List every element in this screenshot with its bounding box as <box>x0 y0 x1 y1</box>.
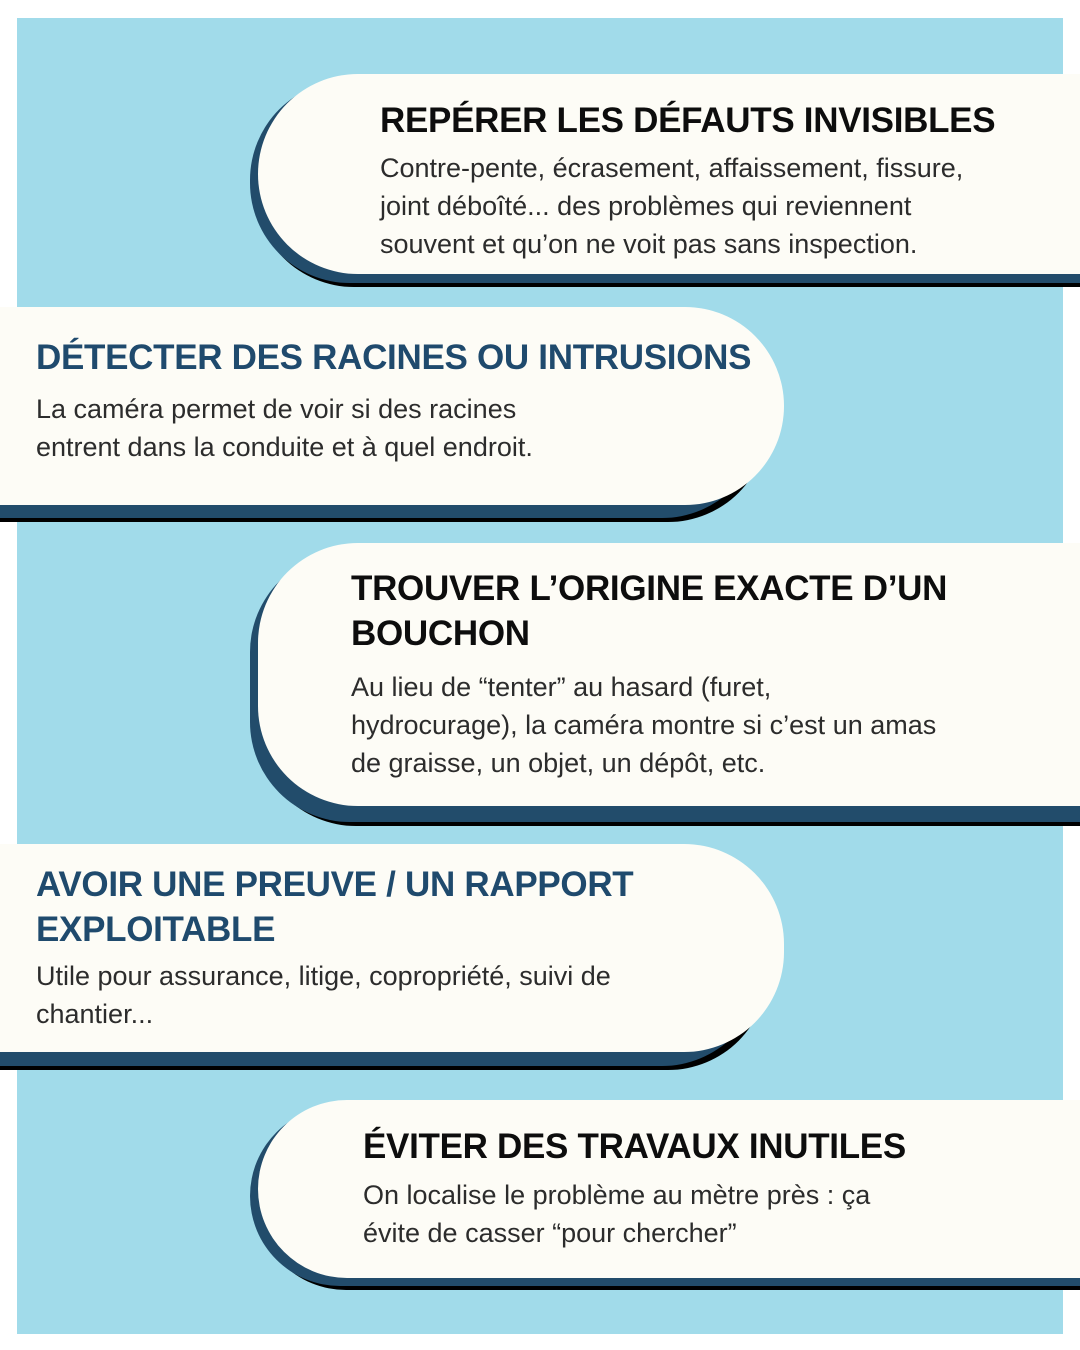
card-title <box>351 566 947 656</box>
card-description <box>36 390 533 466</box>
card-title-line: REPÉRER LES DÉFAUTS INVISIBLES <box>380 101 996 140</box>
card-description-line: de graisse, un objet, un dépôt, etc. <box>351 748 766 778</box>
card-description <box>36 957 611 1033</box>
card-title-line: ÉVITER DES TRAVAUX INUTILES <box>363 1127 906 1166</box>
card-description-line: évite de casser “pour chercher” <box>363 1218 737 1248</box>
card-description-line: entrent dans la conduite et à quel endroit. <box>36 432 533 462</box>
card-title-line: EXPLOITABLE <box>36 910 276 949</box>
card-title-line: BOUCHON <box>351 614 530 653</box>
card-description-line: souvent et qu’on ne voit pas sans inspection. <box>380 229 918 259</box>
card-description <box>363 1176 870 1252</box>
card-title-line: TROUVER L’ORIGINE EXACTE D’UN <box>351 569 948 608</box>
card-description-line: Utile pour assurance, litige, copropriété, suivi de <box>36 961 611 991</box>
card-description-line: Au lieu de “tenter” au hasard (furet, <box>351 672 772 702</box>
card-title <box>363 1124 906 1169</box>
card-description <box>351 668 936 782</box>
card-title <box>36 862 633 952</box>
card-title <box>36 335 751 380</box>
card-description <box>380 149 963 263</box>
card-description-line: joint déboîté... des problèmes qui reviennent <box>380 191 912 221</box>
card-description-line: hydrocurage), la caméra montre si c’est un amas <box>351 710 937 740</box>
card-title <box>380 98 995 143</box>
card-description-line: La caméra permet de voir si des racines <box>36 394 517 424</box>
card-title-line: DÉTECTER DES RACINES OU INTRUSIONS <box>36 338 752 377</box>
card-description-line: Contre-pente, écrasement, affaissement, fissure, <box>380 153 964 183</box>
card-title-line: AVOIR UNE PREUVE / UN RAPPORT <box>36 865 634 904</box>
card-description-line: chantier... <box>36 999 154 1029</box>
card-description-line: On localise le problème au mètre près : ça <box>363 1180 871 1210</box>
